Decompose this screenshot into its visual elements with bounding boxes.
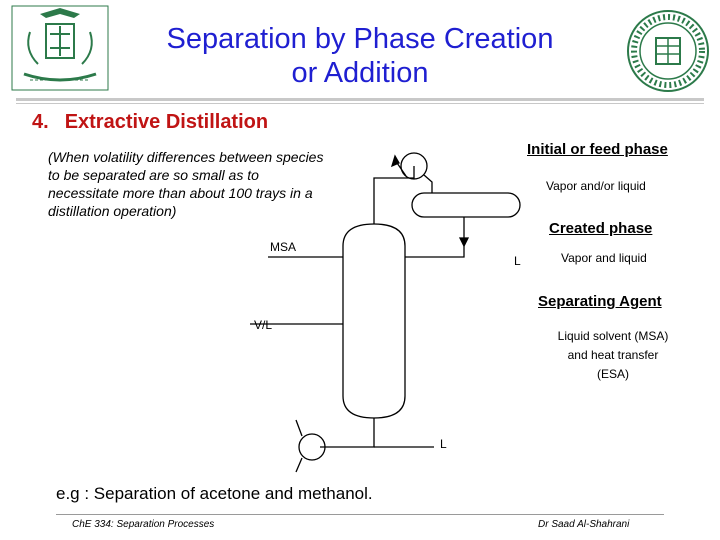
separating-agent-heading: Separating Agent	[538, 293, 662, 310]
vl-label: V/L	[254, 318, 273, 332]
overhead-vapor-line	[374, 166, 414, 224]
distillate-arrow	[460, 238, 468, 246]
footer-divider	[56, 514, 664, 515]
course-footer: ChE 334: Separation Processes	[72, 519, 215, 530]
bottoms-label: L	[440, 437, 447, 451]
author-footer: Dr Saad Al-Shahrani	[538, 519, 630, 530]
section-title: Extractive Distillation	[64, 111, 269, 133]
volatility-note: (When volatility differences between species to be separated are so small as to necessitate more than about 100 trays in a distillation operation)	[48, 149, 324, 219]
separating-agent-desc: Liquid solvent (MSA) and heat transfer (ESA)	[557, 329, 669, 381]
created-phase-desc: Vapor and liquid	[561, 251, 647, 265]
title-line-1: Separation by Phase Creation	[166, 23, 554, 55]
initial-phase-desc: Vapor and/or liquid	[546, 179, 646, 193]
column-vessel	[343, 224, 405, 418]
msa-label: MSA	[270, 240, 297, 254]
created-phase-heading: Created phase	[549, 220, 653, 237]
reflux-line	[405, 246, 464, 257]
initial-phase-heading: Initial or feed phase	[527, 141, 668, 158]
reflux-drum	[412, 193, 520, 217]
distillate-label: L	[514, 254, 521, 268]
bottoms-line	[320, 418, 374, 447]
section-number: 4.	[32, 111, 49, 133]
title-line-2: or Addition	[291, 57, 429, 89]
example-text: e.g : Separation of acetone and methanol.	[56, 484, 373, 503]
